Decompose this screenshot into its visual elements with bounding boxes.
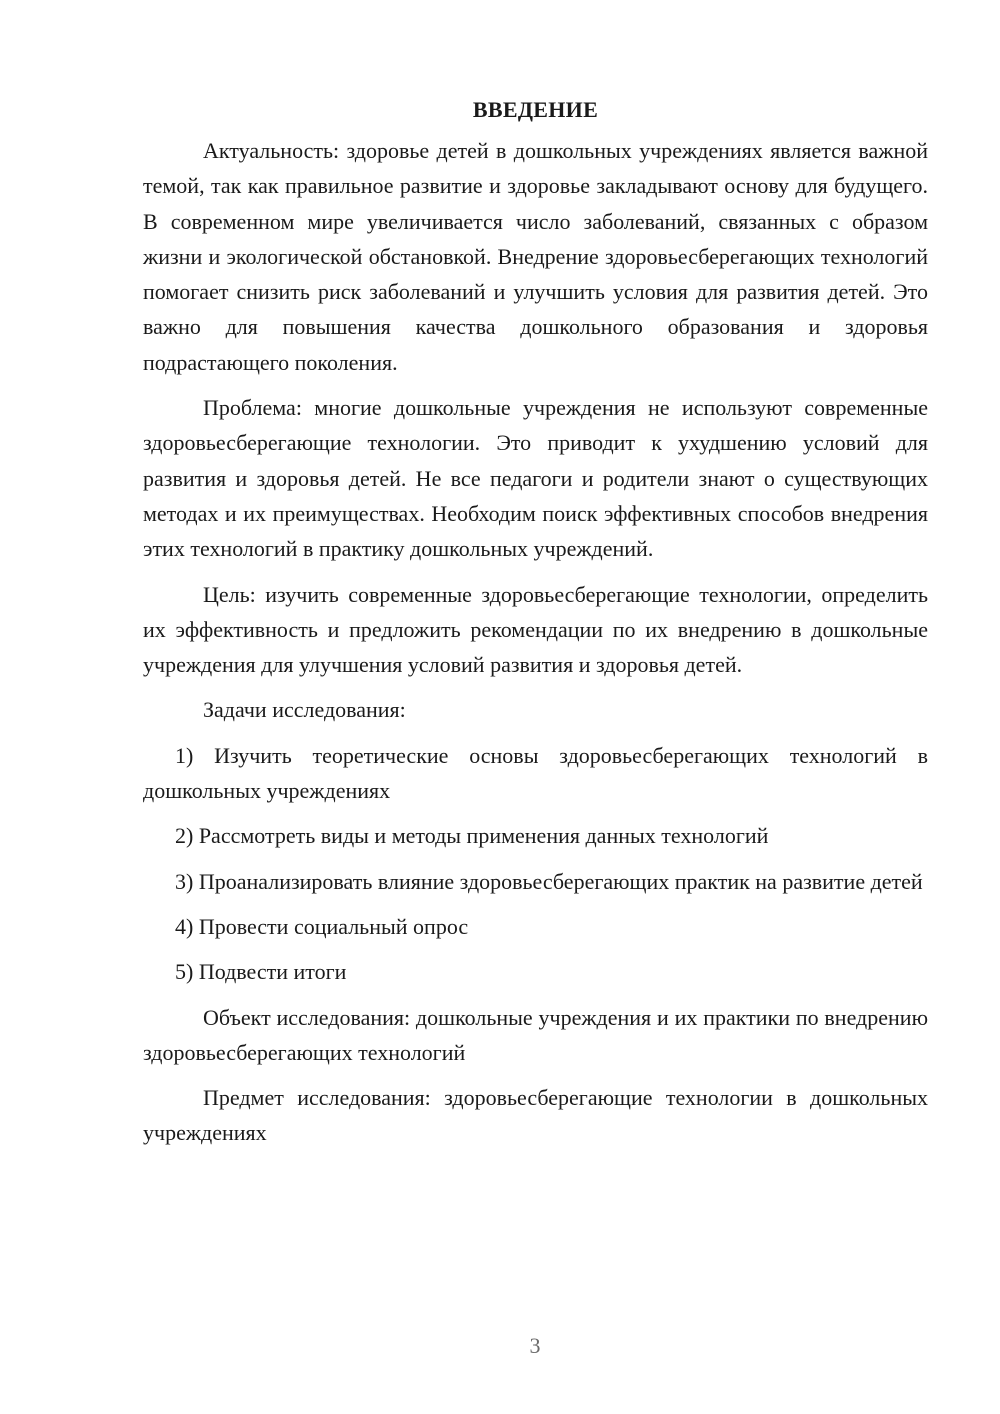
tasks-list	[143, 738, 928, 990]
page-content	[143, 92, 928, 1161]
page-number: 3	[529, 1333, 541, 1358]
relevance-paragraph: Актуальность: здоровье детей в дошкольных учреждениях является важной темой, так как правильное развитие и здоровье закладывают основу для будущего. В современном мире увеличивается число заболеваний, связанных с образом жизни и экологической обстановкой. Внедрение здоровьесберегающих технологий помогает снизить риск заболеваний и улучшить условия для развития детей. Это важно для повышения качества дошкольного образования и здоровья подрастающего поколения.	[143, 138, 928, 375]
list-item: 4) Провести социальный опрос	[175, 913, 469, 939]
list-item: 2) Рассмотреть виды и методы применения данных технологий	[175, 823, 769, 849]
list-item: 3) Проанализировать влияние здоровьесберегающих практик на развитие детей	[175, 868, 923, 894]
list-item: 5) Подвести итоги	[175, 959, 347, 985]
problem-paragraph: Проблема: многие дошкольные учреждения не используют современные здоровьесберегающие технологии. Это приводит к ухудшению условий для развития и здоровья детей. Не все педагоги и родители знают о существующих методах и их преимуществах. Необходим поиск эффективных способов внедрения этих технологий в практику дошкольных учреждений.	[143, 395, 928, 562]
subject-paragraph: Предмет исследования: здоровьесберегающие технологии в дошкольных учреждениях	[143, 1085, 928, 1146]
page-title: ВВЕДЕНИЕ	[472, 97, 599, 122]
list-item: 1) Изучить теоретические основы здоровьесберегающих технологий в дошкольных учреждениях	[143, 742, 928, 804]
object-paragraph: Объект исследования: дошкольные учреждения и их практики по внедрению здоровьесберегающих технологий	[143, 1004, 928, 1065]
tasks-title: Задачи исследования:	[203, 697, 406, 723]
goal-paragraph: Цель: изучить современные здоровьесберегающие технологии, определить их эффективность и предложить рекомендации по их внедрению в дошкольные учреждения для улучшения условий развития и здоровья детей.	[143, 581, 928, 678]
